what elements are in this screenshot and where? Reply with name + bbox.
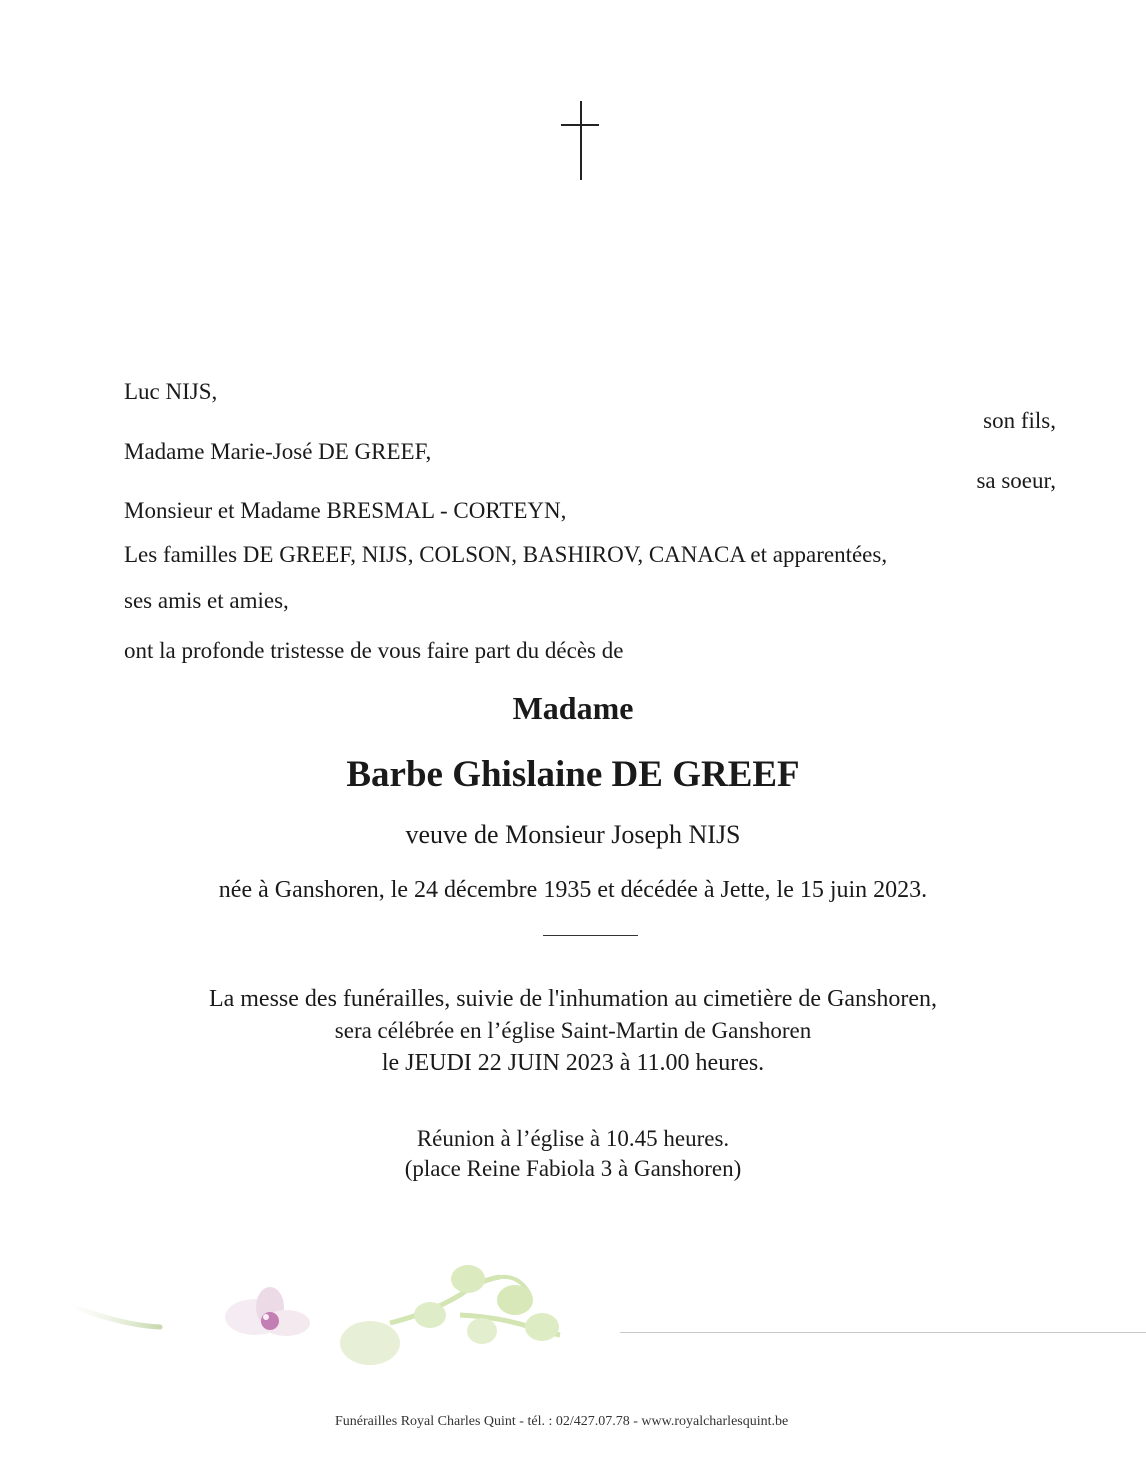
decorative-rule [620, 1332, 1146, 1333]
announcement-text: ont la profonde tristesse de vous faire part du décès de [124, 638, 624, 663]
separator-line [543, 935, 638, 936]
family-line-4: Les familles DE GREEF, NIJS, COLSON, BASHIROV, CANACA et apparentées, [124, 542, 888, 567]
cross-icon [580, 101, 582, 180]
orchid-branch-icon [60, 1255, 600, 1380]
family-line-5: ses amis et amies, [124, 588, 289, 613]
meeting-line-2: (place Reine Fabiola 3 à Ganshoren) [404, 1156, 742, 1181]
family-role-1: son fils, [983, 408, 1056, 433]
deceased-title: Madame [512, 690, 634, 726]
deceased-name: Barbe Ghislaine DE GREEF [346, 754, 800, 795]
family-line-1: Luc NIJS, [124, 379, 218, 404]
meeting-line-1: Réunion à l’église à 10.45 heures. [416, 1126, 730, 1151]
ceremony-line-2: sera célébrée en l’église Saint-Martin de Ganshoren [334, 1018, 812, 1043]
family-line-2: Madame Marie-José DE GREEF, [124, 439, 432, 464]
cross-icon-bar [561, 124, 599, 126]
ceremony-line-1: La messe des funérailles, suivie de l'inhumation au cimetière de Ganshoren, [208, 986, 938, 1012]
footer-contact: Funérailles Royal Charles Quint - tél. : 02/427.07.78 - www.royalcharlesquint.be [335, 1414, 789, 1429]
family-line-3: Monsieur et Madame BRESMAL - CORTEYN, [124, 498, 567, 523]
birth-death-dates: née à Ganshoren, le 24 décembre 1935 et décédée à Jette, le 15 juin 2023. [218, 877, 928, 903]
widow-of: veuve de Monsieur Joseph NIJS [405, 820, 741, 849]
family-role-2: sa soeur, [976, 468, 1056, 493]
ceremony-line-3: le JEUDI 22 JUIN 2023 à 11.00 heures. [381, 1050, 765, 1076]
